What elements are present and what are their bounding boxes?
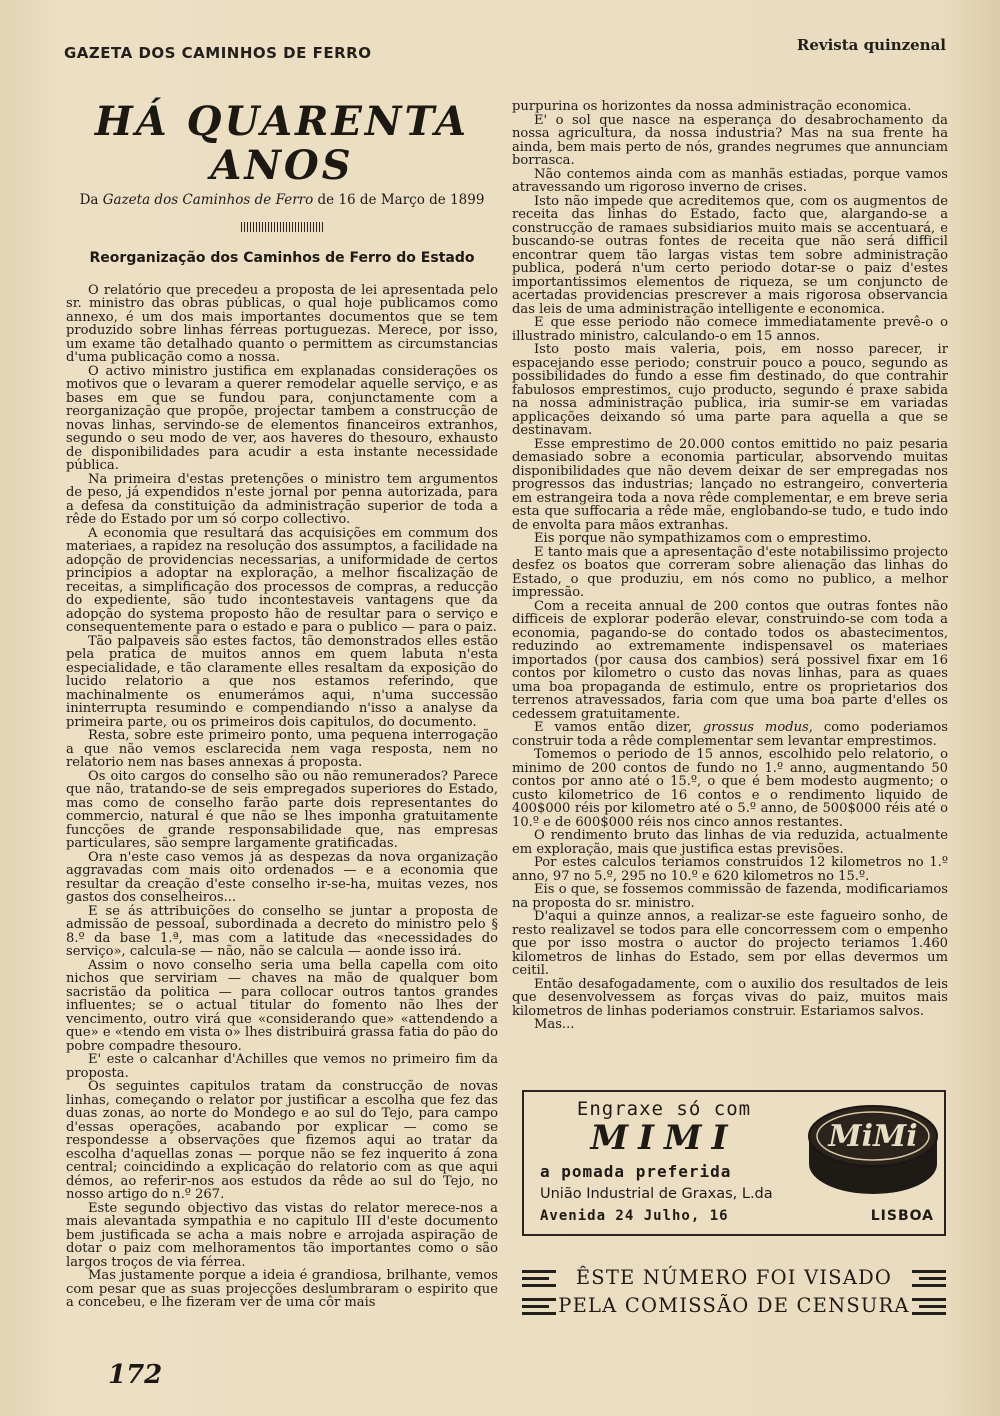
journal-name: GAZETA DOS CAMINHOS DE FERRO — [64, 44, 372, 62]
paragraph: Eis o que, se fossemos commissão de fazenda, modificariamos na proposta do sr. ministro. — [512, 882, 948, 911]
paragraph-grossus — [512, 721, 948, 748]
paragraph: E' o sol que nasce na esperança do desabrochamento da nossa agricultura, da nossa industria? Mas na sua frente ha ainda, bem mais perto de nós, grandes negrumes que annunciam borrasca. — [512, 112, 948, 168]
paragraph: Ora n'este caso vemos já as despezas da nova organização aggravadas com mais oito ordenados — e a economia que resultar da creação d'este conselho ir-se-ha, muitas vezes, nos gastos dos conselheiros... — [66, 849, 498, 905]
grossus-lead: E vamos então dizer, — [534, 720, 703, 735]
mimi-advertisement — [522, 1090, 946, 1236]
paragraph: Na primeira d'estas pretenções o ministro tem argumentos de peso, já expendidos n'este jornal por penna autorizada, para a defesa da constituição da administração superior de toda a rêde do Estado por um só corpo collectivo. — [66, 471, 498, 527]
source-line — [66, 192, 498, 208]
periodicity: Revista quinzenal — [796, 36, 946, 54]
article-title: HÁ QUARENTA ANOS — [94, 98, 470, 189]
article-subtitle: Reorganização dos Caminhos de Ferro do Estado — [89, 250, 475, 266]
paragraph: A economia que resultará das acquisições em commum dos materiaes, a rapidez na resolução dos assumptos, a facilidade na adopção de providencias necessarias, a uniformidade de certos principios a adoptar na exploração, a melhor fiscalização de receitas, a simplificação dos processos de compras, a reducção do expediente, são tudo incontestaveis vantagens que da adopção do systema proposto hão de resultar para o serviço e consequentemente para o estado e para o publico — para o paiz. — [66, 525, 498, 635]
logo-text: MiMi — [828, 1119, 918, 1154]
paragraph: Não contemos ainda com as manhãs estiadas, porque vamos atravessando um rigoroso inverno de crises. — [512, 166, 948, 195]
source-date: de 16 de Março de 1899 — [313, 192, 485, 208]
ad-tagline: a pomada preferida — [540, 1162, 732, 1181]
ad-brand: MIMI — [590, 1118, 738, 1158]
paragraph: Tomemos o periodo de 15 annos, escolhido pelo relatorio, o minimo de 200 contos de fundo no 1.º anno, augmentando 50 contos por anno até o 15.º, o que é bem modesto augmento; o custo kilometrico de 16 contos e o rendimento liquido de 400$000 réis por kilometro até o 5.º anno, de 500$000 réis até o 10.º e de 600$000 réis nos cinco annos restantes. — [512, 747, 948, 830]
censorship-line-2: PELA COMISSÃO DE CENSURA — [558, 1294, 910, 1317]
source-prefix: Da — [79, 192, 103, 208]
paragraph: D'aqui a quinze annos, a realizar-se este fagueiro sonho, de resto realizavel se todos para elle concorressem com o empenho que por isso mostra o auctor do projecto teriamos 1.460 kilometros de linhas do Estado, sem por ellas devermos um ceitil. — [512, 909, 948, 978]
paragraph: Os oito cargos do conselho são ou não remunerados? Parece que não, tratando-se de seis empregados superiores do Estado, mas como de conselho farão parte dois representantes do commercio, natural é que não se lhes imponha gratuitamente funcções de grande responsabilidade que, nas empresas particulares, são sempre largamente gratificadas. — [66, 768, 498, 851]
paragraph: Assim o novo conselho seria uma bella capella com oito nichos que serviriam — chaves na mão de qualquer bom sacristão da politica — para collocar outros tantos grandes influentes; se o actual titular do fomento não lhes der vencimento, outro virá que «considerando que» «attendendo a que» e «tendo em vista o» lhes distribuirá grassa fatia do pão do pobre compadre thesouro. — [66, 957, 498, 1054]
paragraph: Isto não impede que acreditemos que, com os augmentos de receita das linhas do Estado, facto que, alargando-se a construcção de ramaes subsidiarios muito mais se accentuará, e buscando-se outras fontes de receita que não será difficil encontrar quem tão largas vistas tem sobre administração publica, poderá n'um certo periodo dotar-se o paiz d'estes importantissimos elementos de riqueza, se um conjuncto de acertadas providencias prescrever a mais rigorosa observancia das leis de uma administração intelligente e economica. — [512, 193, 948, 317]
censorship-line-1: ÊSTE NÚMERO FOI VISADO — [575, 1266, 893, 1289]
paragraph: Mas... — [534, 1017, 575, 1032]
ad-company: União Industrial de Graxas, L.da — [540, 1186, 773, 1202]
paragraph: E se ás attribuições do conselho se juntar a proposta de admissão de pessoal, subordinada a decreto do ministro pelo § 8.º da base 1.ª, mas com a latitude das «necessidades do serviço», calcula-se — não, não se calcula — aonde isso irá. — [66, 903, 498, 959]
dash-ornament-icon — [912, 1270, 946, 1290]
dash-ornament-icon — [912, 1298, 946, 1318]
grossus-rest: , como poderiamos construir toda a rêde complementar sem levantar emprestimos. — [512, 720, 948, 749]
left-column — [66, 100, 498, 1310]
paragraph: Esse emprestimo de 20.000 contos emittido no paiz pesaria demasiado sobre a economia particular, absorvendo muitas disponibilidades que não devem deixar de ser empregadas nos progressos das industrias; lançado no estrangeiro, converteria em estrangeira toda a nova rêde complementar, e em breve seria esta que suffocaria a rêde mãe, englobando-se tudo, e tudo indo de envolta para mãos extranhas. — [512, 436, 948, 533]
paragraph: purpurina os horizontes da nossa administração economica. — [512, 99, 912, 114]
paragraph: Resta, sobre este primeiro ponto, uma pequena interrogação a que não vemos esclarecida nem vaga resposta, nem no relatorio nem nas bases annexas á proposta. — [66, 728, 498, 770]
ad-headline: Engraxe só com — [576, 1098, 752, 1120]
paragraph: Isto posto mais valeria, pois, em nosso parecer, ir espacejando esse periodo; construir pouco a pouco, segundo as possibilidades do fundo a esse fim destinado, do que contrahir fabulosos emprestimos, cujo producto, segundo é praxe sabida na nossa administração publica, iria sumir-se em variadas applicações deixando só uma parte para aquella a que se destinavam. — [512, 342, 948, 438]
shoe-polish-tin-icon — [804, 1096, 942, 1200]
ad-address: Avenida 24 Julho, 16 — [540, 1208, 729, 1224]
paragraph: O activo ministro justifica em explanadas considerações os motivos que o levaram a querer remodelar aquelle serviço, e as bases em que se fundou para, conjunctamente com a reorganização que propõe, projectar tambem a construcção de novas linhas, servindo-se de elementos financeiros extranhos, segundo o seu modo de ver, aos haveres do thesouro, exhausto de disponibilidades para acudir a esta instante necessidade pública. — [66, 363, 498, 473]
ornament-divider — [241, 222, 323, 232]
paragraph: Com a receita annual de 200 contos que outras fontes não difficeis de explorar poderão elevar, construindo-se com toda a economia, pagando-se do contado todos os abastecimentos, reduzindo ao extremamente indispensavel os materiaes importados (por causa dos cambios) será possivel fixar em 16 contos por kilometro o custo das novas linhas, para as quaes uma boa propaganda de estimulo, entre os proprietarios dos terrenos atravessados, faria com que uma boa parte d'elles os cedessem gratuitamente. — [512, 598, 948, 722]
dash-ornament-icon — [522, 1298, 556, 1318]
paragraph: E que esse periodo não comece immediatamente prevê-o o illustrado ministro, calculando-o em 15 annos. — [512, 315, 948, 344]
censorship-notice — [520, 1264, 948, 1326]
paragraph: Este segundo objectivo das vistas do relator merece-nos a mais alevantada sympathia e no capitulo III d'este documento bem justificada se acha a mais nobre e arrojada aspiração de dotar o paiz com melhoramentos tão importantes como o são largos troços de via férrea. — [66, 1200, 498, 1270]
paragraph: Eis porque não sympathizamos com o emprestimo. — [534, 531, 872, 546]
paragraph: O relatório que precedeu a proposta de lei apresentada pelo sr. ministro das obras públicas, o qual hoje publicamos como annexo, é um dos mais importantes documentos que se tem produzido sobre linhas férreas portuguezas. Merece, por isso, um exame tão detalhado quanto o permittem as circumstancias d'uma publicação como a nossa. — [66, 282, 498, 365]
dash-ornament-icon — [522, 1270, 556, 1290]
paragraph: O rendimento bruto das linhas de via reduzida, actualmente em exploração, mais que justifica estas previsões. — [512, 828, 948, 857]
paragraph: Tão palpaveis são estes factos, tão demonstrados elles estão pela pratica de muitos annos em quem labuta n'esta especialidade, e tão claramente elles resaltam da exposição do lucido relatorio a que nos estamos referindo, que machinalmente os enumerámos aqui, n'uma successão ininterrupta resumindo e compendiando n'isso a analyse da primeira parte, ou os primeiros dois capitulos, do documento. — [66, 633, 498, 730]
grossus-italic: grossus modus — [702, 720, 809, 735]
paragraph: E' este o calcanhar d'Achilles que vemos no primeiro fim da proposta. — [66, 1052, 498, 1081]
source-journal: Gazeta dos Caminhos de Ferro — [102, 192, 314, 208]
paragraph: Os seguintes capitulos tratam da construcção de novas linhas, começando o relator por justificar a escolha que fez das duas zonas, ao norte do Mondego e ao sul do Tejo, para campo d'essas operações, acabando por explicar — como se respondesse a observações que fizemos aqui ao tratar da escolha d'aquellas zonas — porque não se fez inquerito á zona central; coincidindo a explicação do relatorio com as que aqui démos, ao referir-nos aos estudos da rêde ao sul do Tejo, no nosso artigo do n.º 267. — [66, 1079, 498, 1202]
paragraph: Mas justamente porque a ideia é grandiosa, brilhante, vemos com pesar que as suas projecções deslumbraram o espirito que a concebeu, e lhe fizeram ver de uma côr mais — [66, 1268, 498, 1310]
page-number: 172 — [108, 1360, 163, 1390]
ad-city: LISBOA — [870, 1208, 934, 1224]
paragraph: Por estes calculos teriamos construidos 12 kilometros no 1.º anno, 97 no 5.º, 295 no 10.º e 620 kilometros no 15.º. — [512, 855, 948, 884]
paragraph: E tanto mais que a apresentação d'este notabilissimo projecto desfez os boatos que correram sobre alienação das linhas do Estado, o que produziu, em nós como no publico, a melhor impressão. — [512, 544, 948, 600]
paragraph: Então desafogadamente, com o auxilio dos resultados de leis que desenvolvessem as forças vivas do paiz, muitos mais kilometros de linhas poderiamos construir. Estariamos salvos. — [512, 976, 948, 1019]
right-column — [512, 100, 948, 1032]
